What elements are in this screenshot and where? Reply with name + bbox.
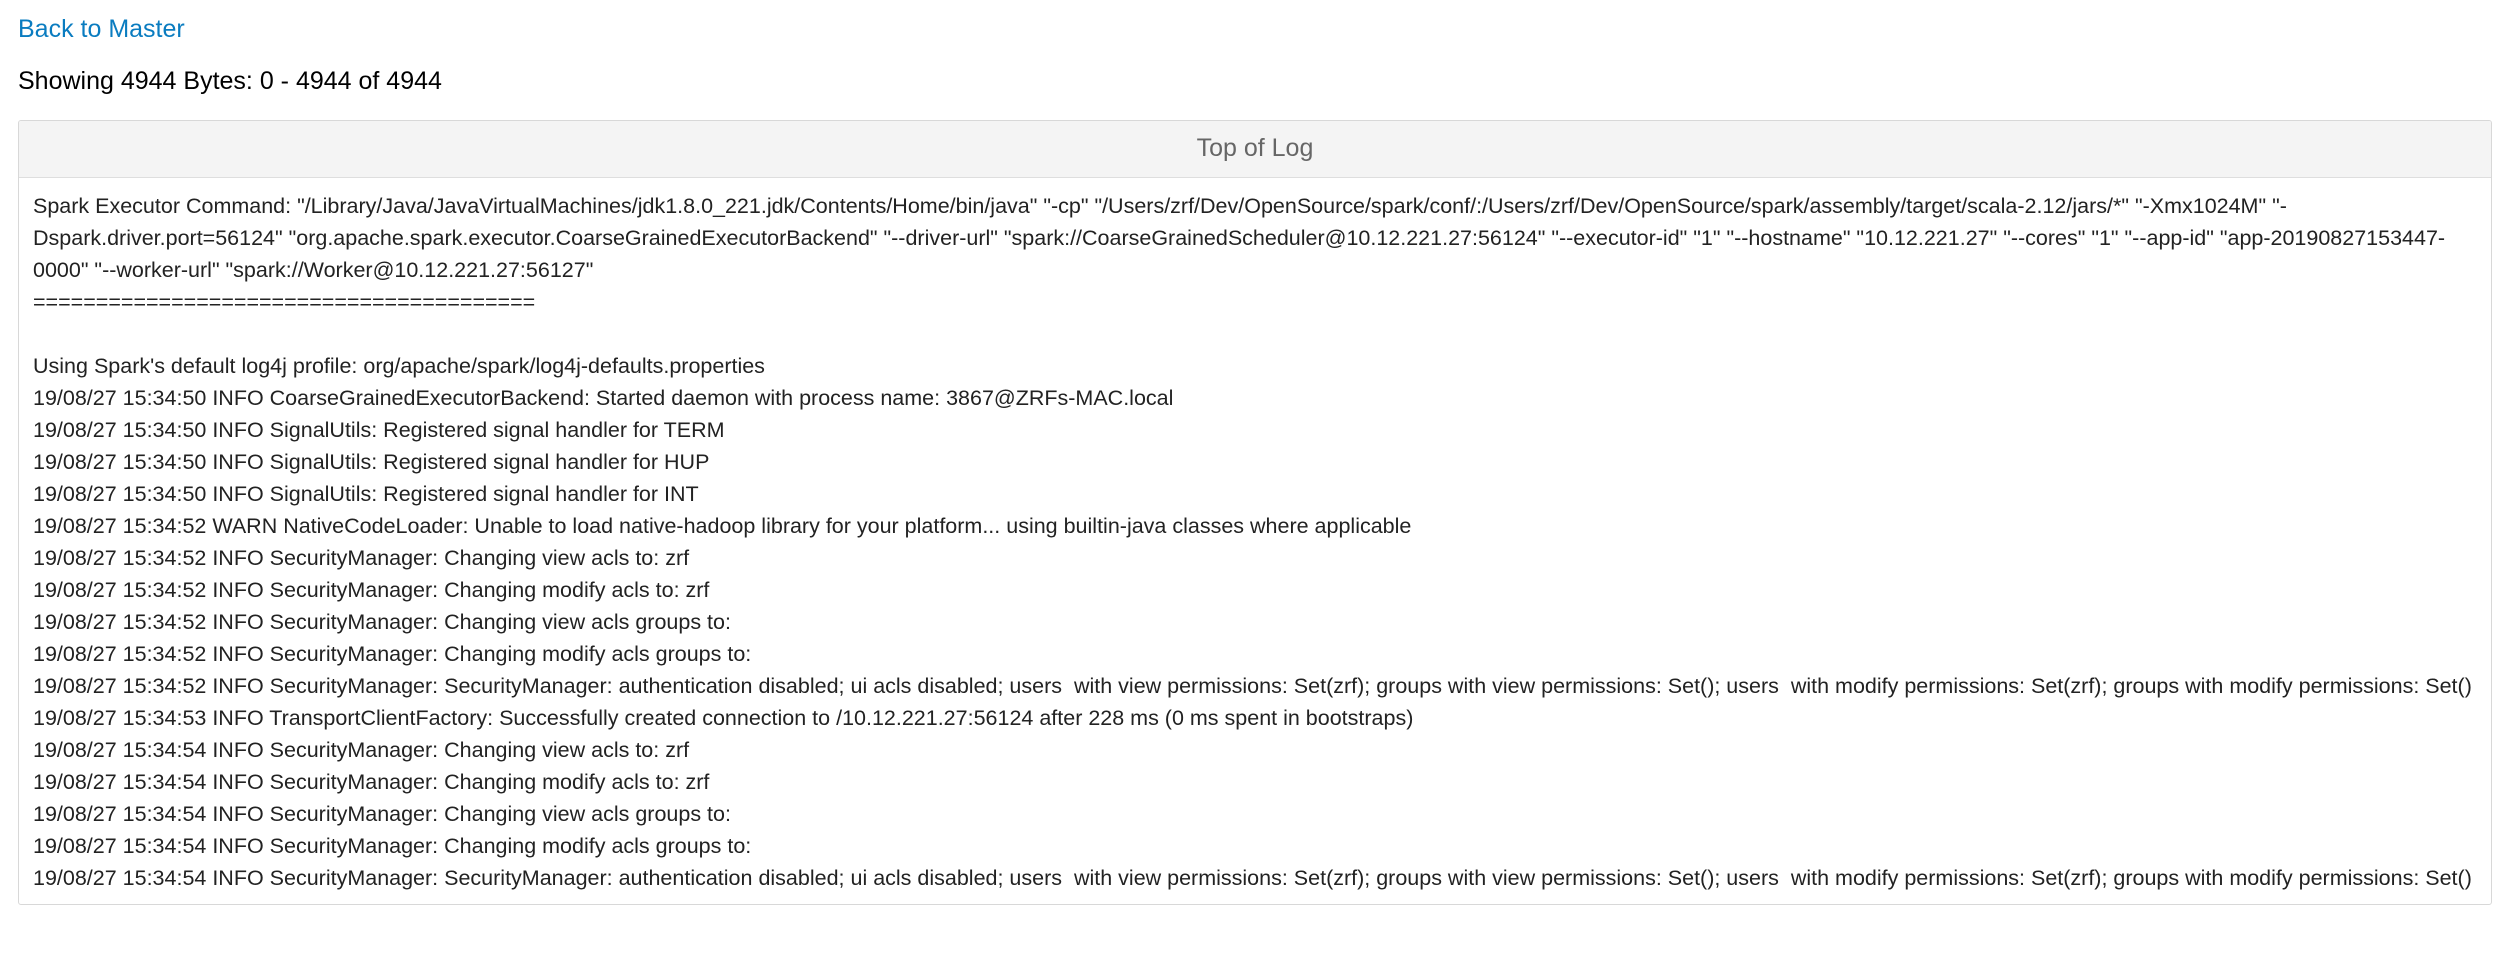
log-line: 19/08/27 15:34:54 INFO SecurityManager: Changing modify acls groups to:	[33, 834, 752, 858]
log-line: 19/08/27 15:34:54 INFO SecurityManager: Changing modify acls to: zrf	[33, 770, 710, 794]
log-line: 19/08/27 15:34:54 INFO SecurityManager: Changing view acls groups to:	[33, 802, 731, 826]
log-line: 19/08/27 15:34:52 INFO SecurityManager: Changing view acls to: zrf	[33, 546, 690, 570]
log-line: 19/08/27 15:34:52 INFO SecurityManager: SecurityManager: authentication disabled; ui acls disabled; users with view permissions: Set(zrf); groups with view permissions: Set(); users with modify permissions: Set(zrf); groups with modify permissions: Set()	[33, 674, 2472, 698]
log-line: 19/08/27 15:34:52 INFO SecurityManager: Changing modify acls groups to:	[33, 642, 752, 666]
log-line: 19/08/27 15:34:52 INFO SecurityManager: Changing view acls groups to:	[33, 610, 731, 634]
log-panel-header: Top of Log	[19, 121, 2491, 178]
log-line: 19/08/27 15:34:50 INFO CoarseGrainedExecutorBackend: Started daemon with process name: 3867@ZRFs-MAC.local	[33, 386, 1174, 410]
log-line: 19/08/27 15:34:50 INFO SignalUtils: Registered signal handler for INT	[33, 482, 699, 506]
log-line: 19/08/27 15:34:50 INFO SignalUtils: Registered signal handler for HUP	[33, 450, 710, 474]
log-line	[33, 318, 2477, 350]
showing-bytes-status: Showing 4944 Bytes: 0 - 4944 of 4944	[18, 67, 442, 95]
log-line: Spark Executor Command: "/Library/Java/JavaVirtualMachines/jdk1.8.0_221.jdk/Contents/Home/bin/java" "-cp" "/Users/zrf/Dev/OpenSource/spark/conf/:/Users/zrf/Dev/OpenSource/spark/assembly/target/scala-2.12/jars/*" "-Xmx1024M" "-Dspark.driver.port=56124" "org.apache.spark.executor.CoarseGrainedExecutorBackend" "--driver-url" "spark://CoarseGrainedScheduler@10.12.221.27:56124" "--executor-id" "1" "--hostname" "10.12.221.27" "--cores" "1" "--app-id" "app-20190827153447-0000" "--worker-url" "spark://Worker@10.12.221.27:56127"	[33, 194, 2446, 282]
log-line: 19/08/27 15:34:52 WARN NativeCodeLoader: Unable to load native-hadoop library for your platform... using builtin-java classes where applicable	[33, 514, 1412, 538]
log-line: 19/08/27 15:34:54 INFO SecurityManager: Changing view acls to: zrf	[33, 738, 690, 762]
log-line: 19/08/27 15:34:54 INFO SecurityManager: SecurityManager: authentication disabled; ui acls disabled; users with view permissions: Set(zrf); groups with view permissions: Set(); users with modify permissions: Set(zrf); groups with modify permissions: Set()	[33, 866, 2472, 890]
log-panel	[18, 120, 2492, 905]
log-line: 19/08/27 15:34:52 INFO SecurityManager: Changing modify acls to: zrf	[33, 578, 710, 602]
back-to-master-link[interactable]: Back to Master	[18, 15, 185, 43]
log-content[interactable]	[19, 178, 2491, 904]
log-line: 19/08/27 15:34:53 INFO TransportClientFactory: Successfully created connection to /10.12.221.27:56124 after 228 ms (0 ms spent in bootstraps)	[33, 706, 1414, 730]
log-line: ========================================	[33, 290, 536, 314]
log-line: Using Spark's default log4j profile: org/apache/spark/log4j-defaults.properties	[33, 354, 765, 378]
log-line: 19/08/27 15:34:50 INFO SignalUtils: Registered signal handler for TERM	[33, 418, 725, 442]
